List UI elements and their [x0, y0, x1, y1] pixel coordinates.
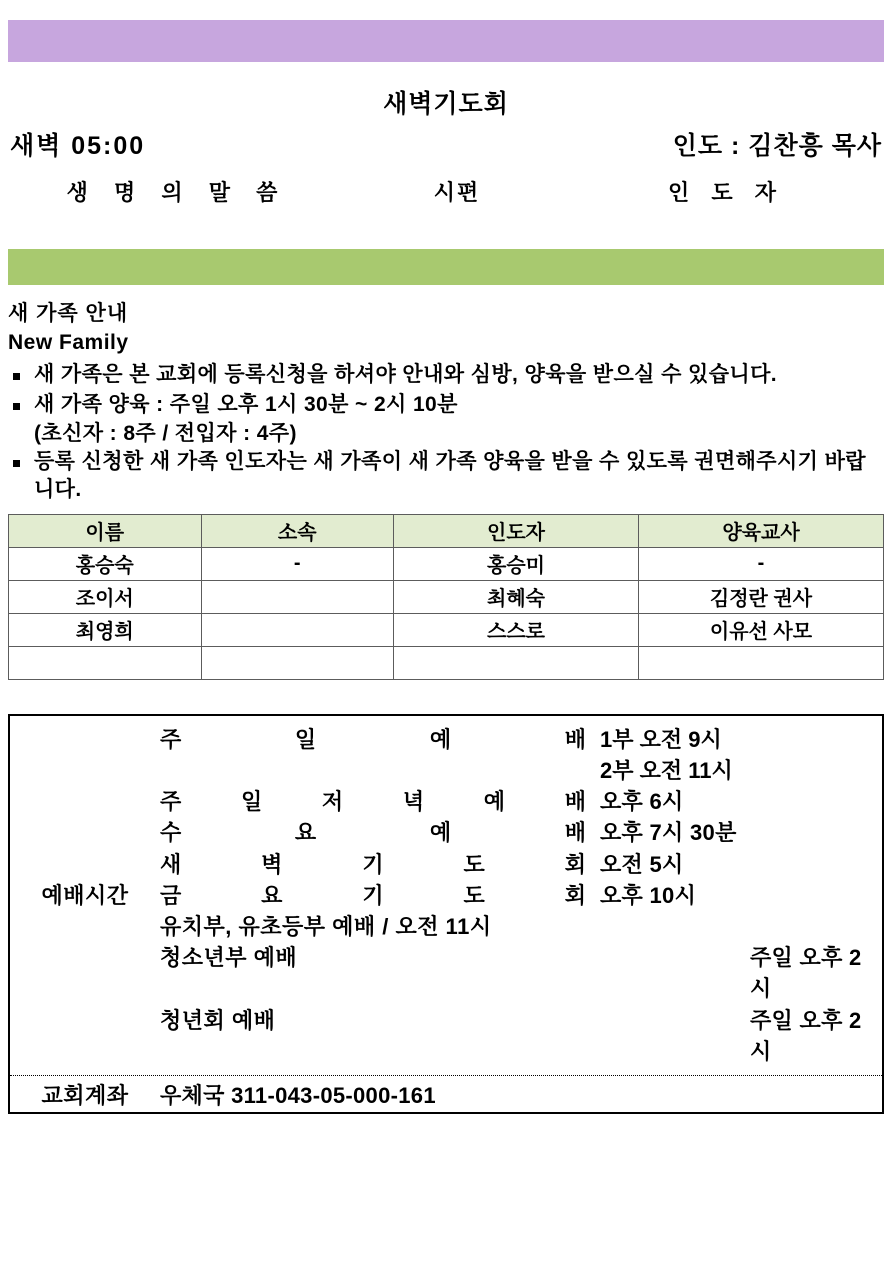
new-family-table: [8, 514, 884, 680]
column-header-teacher: 양육교사: [639, 514, 884, 547]
service-name-dawn: [160, 849, 600, 880]
service-times-rows: [160, 716, 882, 1074]
service-time-young-adults: 주일 오후 2시: [750, 1007, 862, 1064]
dawn-header-leader: 인 도 자: [668, 180, 784, 205]
cell-affiliation: [201, 613, 394, 646]
cell-guide: [394, 646, 639, 679]
service-time-second: 2부 오전 11시: [600, 757, 733, 783]
service-name-sunday-evening: [160, 786, 600, 817]
table-row: [9, 580, 884, 613]
service-name-part: 배: [564, 726, 586, 752]
service-time-sunday-evening: 오후 6시: [600, 789, 684, 815]
service-row-wednesday: [160, 817, 882, 848]
table-row: [9, 613, 884, 646]
cell-affiliation: [201, 646, 394, 679]
service-row-young-adults: [160, 1005, 882, 1067]
dawn-service-meta: [8, 126, 884, 162]
service-time-youth: 주일 오후 2시: [750, 945, 862, 1002]
new-family-title-ko: 새 가족 안내: [8, 302, 129, 325]
cell-teacher: 김정란 권사: [639, 580, 884, 613]
service-name-part: 기: [362, 851, 384, 877]
service-name-part: 도: [463, 882, 485, 908]
cell-guide: 최혜숙: [394, 580, 639, 613]
service-time-sunday: [600, 724, 882, 786]
dawn-service-column-headers: [8, 176, 884, 207]
service-time-friday: 오후 10시: [600, 882, 697, 908]
service-name-part: 예: [483, 789, 506, 815]
service-name-children: 유치부, 유초등부 예배 / 오전 11시: [160, 914, 492, 939]
service-name-friday: [160, 880, 600, 911]
church-account-value: 우체국 311-043-05-000-161: [160, 1082, 436, 1108]
cell-teacher: 이유선 사모: [639, 613, 884, 646]
church-account-row: [10, 1076, 882, 1112]
service-name-wednesday: [160, 817, 600, 848]
service-name-part: 일: [240, 789, 263, 815]
table-row: [9, 547, 884, 580]
cell-guide: 홍승미: [394, 547, 639, 580]
dawn-header-scripture: 시편: [433, 180, 481, 205]
cell-name: 최영희: [9, 613, 202, 646]
new-family-title-en: New Family: [8, 331, 129, 354]
service-row-youth: [160, 942, 882, 1004]
cell-guide: 스스로: [394, 613, 639, 646]
service-row-friday: [160, 880, 882, 911]
service-name-part: 수: [160, 820, 182, 846]
service-name-part: 새: [160, 851, 182, 877]
service-name-part: 벽: [261, 851, 283, 877]
mid-green-band: [8, 249, 884, 285]
column-header-guide: 인도자: [394, 514, 639, 547]
bulletin-page: [0, 20, 892, 1278]
cell-affiliation: [201, 580, 394, 613]
service-row-dawn: [160, 849, 882, 880]
service-time-wednesday: 오후 7시 30분: [600, 820, 737, 846]
service-name-part: 회: [564, 882, 586, 908]
service-name-part: 요: [294, 820, 317, 846]
top-purple-band: [8, 20, 884, 62]
list-item: 등록 신청한 새 가족 인도자는 새 가족이 새 가족 양육을 받을 수 있도록 권면해주시기 바랍니다.: [8, 448, 884, 503]
cell-name: 조이서: [9, 580, 202, 613]
dawn-service-time: 새벽 05:00: [10, 132, 146, 160]
service-time-first: 1부 오전 9시: [600, 726, 722, 752]
service-name-part: 예: [429, 820, 452, 846]
list-item: 새 가족 양육 : 주일 오후 1시 30분 ~ 2시 10분: [8, 391, 884, 419]
service-name-young-adults: 청년회 예배: [160, 1007, 276, 1033]
church-account-label: 교회계좌: [41, 1082, 129, 1108]
service-row-sunday-evening: [160, 786, 882, 817]
service-time-dawn: 오전 5시: [600, 851, 684, 877]
service-name-youth: 청소년부 예배: [160, 945, 298, 971]
service-name-part: 기: [362, 882, 384, 908]
service-name-part: 일: [294, 726, 317, 752]
column-header-name: 이름: [9, 514, 202, 547]
service-times-label: 예배시간: [41, 882, 129, 908]
cell-name: [9, 646, 202, 679]
service-name-sunday: [160, 724, 600, 755]
service-name-part: 배: [564, 789, 586, 815]
cell-name: 홍승숙: [9, 547, 202, 580]
service-name-part: 저: [321, 789, 344, 815]
service-row-children: [160, 911, 882, 942]
service-name-part: 요: [261, 882, 283, 908]
service-name-part: 녁: [402, 789, 425, 815]
service-row-sunday: [160, 724, 882, 786]
service-name-part: 회: [564, 851, 586, 877]
service-name-part: 도: [463, 851, 485, 877]
service-name-part: 주: [160, 789, 182, 815]
table-header-row: [9, 514, 884, 547]
cell-affiliation: -: [201, 547, 394, 580]
dawn-service-leader: 인도 : 김찬흥 목사: [672, 132, 882, 160]
service-name-part: 배: [564, 820, 586, 846]
service-name-part: 금: [160, 882, 182, 908]
new-family-notes: [8, 361, 884, 504]
service-name-part: 주: [160, 726, 182, 752]
service-name-part: 예: [429, 726, 452, 752]
new-family-subnote: (초신자 : 8주 / 전입자 : 4주): [34, 422, 297, 446]
cell-teacher: -: [639, 547, 884, 580]
dawn-service-title: 새벽기도회: [383, 90, 509, 118]
dawn-header-word: 생 명 의 말 씀: [66, 180, 288, 205]
service-times-box: [8, 714, 884, 1115]
column-header-affiliation: 소속: [201, 514, 394, 547]
table-row: [9, 646, 884, 679]
list-item: 새 가족은 본 교회에 등록신청을 하셔야 안내와 심방, 양육을 받으실 수 있습니다.: [8, 361, 884, 389]
cell-teacher: [639, 646, 884, 679]
